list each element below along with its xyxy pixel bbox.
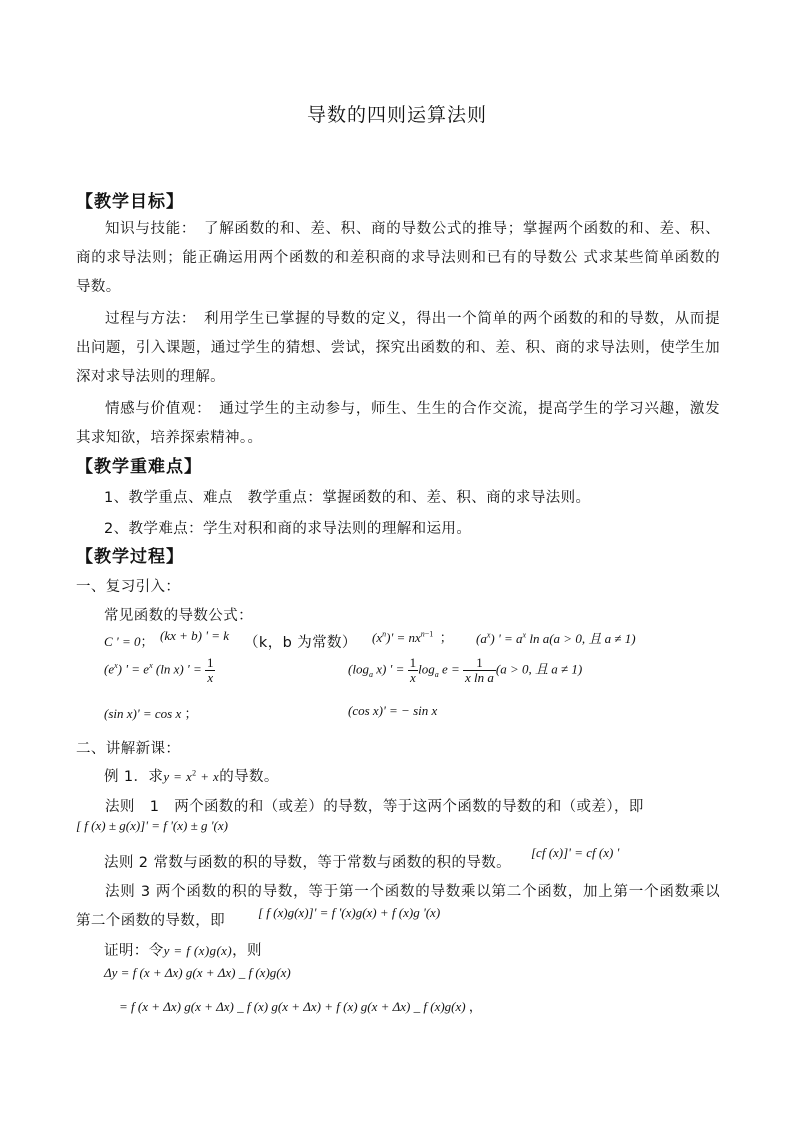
rule-1-text: 法则 1 两个函数的和（或差）的导数，等于这两个函数的导数的和（或差），即 [105, 799, 644, 815]
fraction-one-over-xlna: $\frac{1}{\text{x ln a}}$ [465, 655, 494, 685]
formula-sin: (sin x)' = cos x ； [104, 706, 198, 721]
keypoint-1: 1、教学重点、难点 教学重点：掌握函数的和、差、积、商的求导法则。 [104, 490, 591, 506]
keypoint-2: 2、教学难点：学生对积和商的求导法则的理解和运用。 [104, 521, 472, 537]
rule-3-formula: [ f (x)g(x)]' = f '(x)g(x) + f (x)g '(x) [258, 905, 441, 920]
proof-line: 证明：令y = f (x)g(x)，则 [104, 943, 262, 959]
formula-exponential: $(a^x)$ ' = $a^x$ ln a(a > 0, 且 a ≠ 1) [476, 630, 636, 646]
formula-exp-ln: $(e^x)$ ' = $e^x$ (ln x) ' = $\frac{1}{x}$ [104, 655, 214, 685]
formula-power: $(x^n)' = nx^{n-1}$ ； [372, 629, 453, 645]
section-heading-goals: 【教学目标】 [76, 192, 184, 212]
new-lesson-heading: 二、讲解新课： [76, 741, 181, 757]
rule-1-formula: [ f (x) ± g(x)]' = f '(x) ± g '(x) [76, 818, 228, 833]
formula-cos: (cos x)' = − sin x [348, 703, 438, 718]
goal-knowledge-paragraph: 知识与技能： 了解函数的和、差、积、商的导数公式的推导；掌握两个函数的和、差、积、商的求导法则；能正确运用两个函数的和差积商的求导法则和已有的导数公 式求某些简单函数的导数。 [76, 221, 720, 295]
fraction-one-over-x-2: $\frac{1}{x}$ [409, 655, 417, 685]
rule-3-text: 法则 3 两个函数的积的导数，等于第一个函数的导数乘以第二个函数，加上第一个函数乘以第二个函数的导数，即 [76, 884, 720, 929]
formula-constant: C ' = 0； [104, 634, 154, 649]
formula-log: ($\log_a$ x) ' = $\frac{1}{x}$ $\log_a e$ = $\frac{1}{\text{x ln a}}$ (a > 0, 且 a ≠ 1) [348, 655, 583, 685]
formula-linear: (kx + b) ' = k [160, 628, 230, 643]
rule-2-formula: [cf (x)]' = cf (x) ' [531, 845, 620, 860]
fraction-one-over-x: $\frac{1}{x}$ [206, 655, 214, 685]
review-heading: 一、复习引入： [76, 579, 181, 595]
formula-heading: 常见函数的导数公式： [104, 608, 253, 624]
section-heading-process: 【教学过程】 [76, 547, 184, 567]
delta-y-line-2: = f (x + Δx) g(x + Δx) _ f (x) g(x + Δx) + f (x) g(x + Δx) _ f (x)g(x) ， [119, 999, 482, 1014]
goal-emotion-paragraph: 情感与价值观： 通过学生的主动参与，师生、生生的合作交流，提高学生的学习兴趣，激发其求知欲，培养探索精神。。 [76, 401, 720, 446]
goal-method-paragraph: 过程与方法： 利用学生已掌握的导数的定义，得出一个简单的两个函数的和的导数，从而提出问题，引入课题，通过学生的猜想、尝试，探究出函数的和、差、积、商的求导法则，使学生加深对求导法则的理解。 [76, 311, 720, 385]
delta-y-line-1: Δy = f (x + Δx) g(x + Δx) _ f (x)g(x) [104, 965, 291, 980]
rule-2-text: 法则 2 常数与函数的积的导数，等于常数与函数的积的导数。 [104, 855, 512, 871]
const-note: （k，b 为常数） [244, 635, 357, 651]
section-heading-keypoints: 【教学重难点】 [76, 457, 202, 477]
page-title: 导数的四则运算法则 [306, 104, 487, 126]
example-1: 例 1．求$y = x^2 + x$的导数。 [104, 768, 279, 785]
